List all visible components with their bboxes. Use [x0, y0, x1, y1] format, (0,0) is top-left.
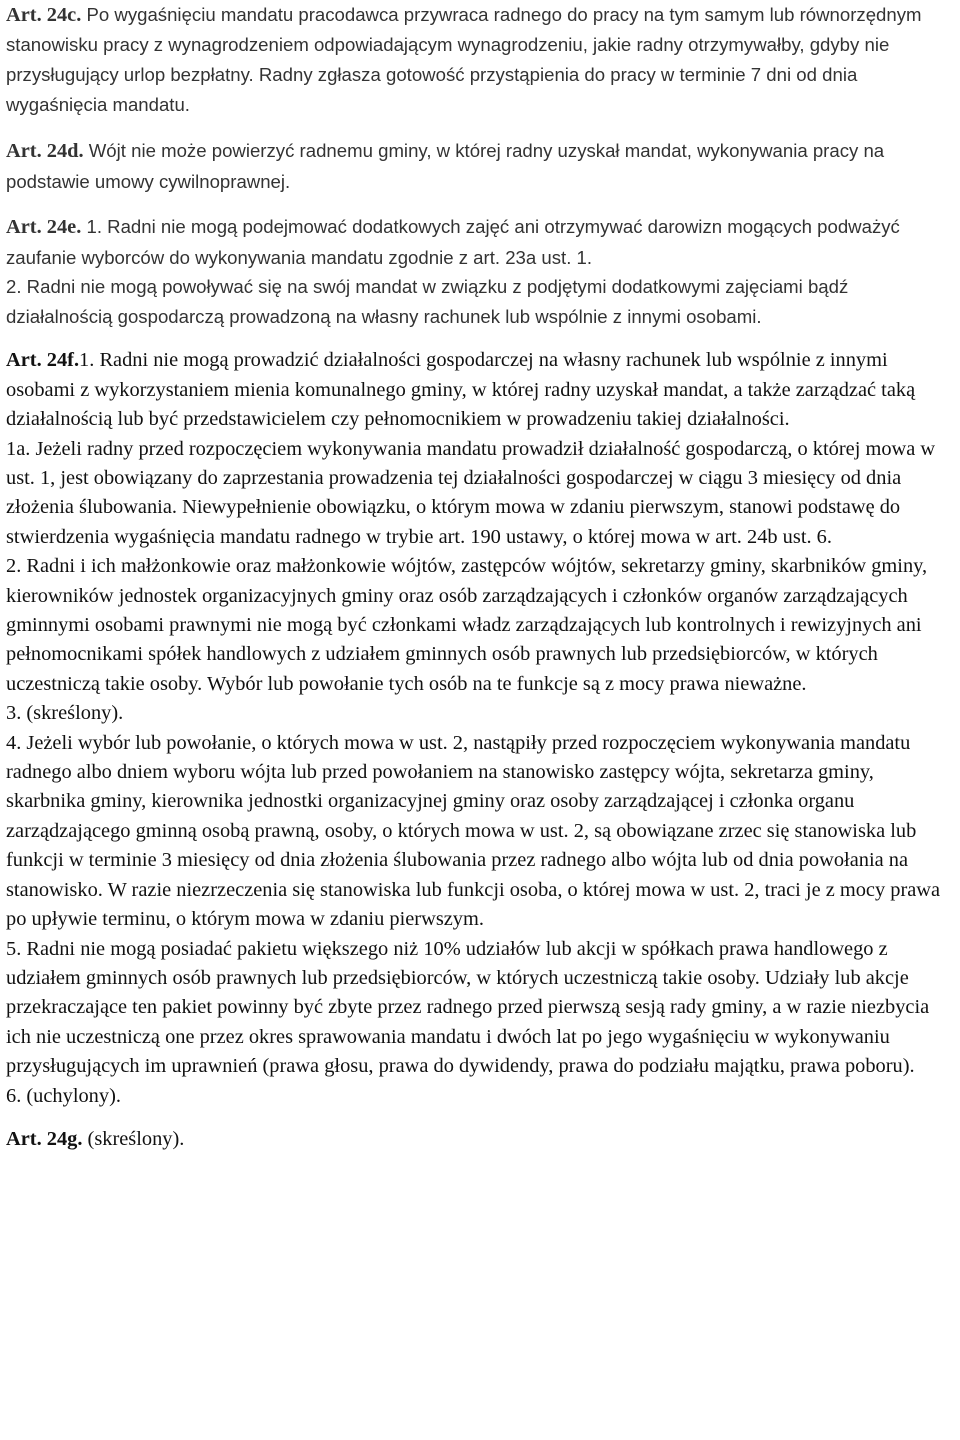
article-24d-text: Wójt nie może powierzyć radnemu gminy, w której radny uzyskał mandat, wykonywania pracy na podstawie umowy cywilnoprawnej.	[6, 140, 885, 192]
article-24e-paragraph-1: 1. Radni nie mogą podejmować dodatkowych zajęć ani otrzymywać darowizn mogących podważyć zaufanie wyborców do wykonywania mandatu zgodnie z art. 23a ust. 1.	[6, 216, 900, 268]
article-24c-text: Po wygaśnięciu mandatu pracodawca przywraca radnego do pracy na tym samym lub równorzędnym stanowisku pracy z wynagrodzeniem odpowiadającym wynagrodzeniu, jakie radny otrzymywałby, gdyby nie przysługujący urlop bezpłatny. Radny zgłasza gotowość przystąpienia do pracy w terminie 7 dni od dnia wygaśnięcia mandatu.	[6, 4, 922, 115]
article-24g-label: Art. 24g.	[6, 1127, 83, 1150]
article-24f-paragraph-1: 1. Radni nie mogą prowadzić działalności gospodarczej na własny rachunek lub wspólnie z innymi osobami z wykorzystaniem mienia komunalnego gminy, w której radny uzyskał mandat, a także zarządzać taką działalnością lub być przedstawicielem czy pełnomocnikiem w prowadzeniu takiej działalności.	[6, 349, 916, 431]
article-24f-paragraph-2: 2. Radni i ich małżonkowie oraz małżonkowie wójtów, zastępców wójtów, sekretarzy gminy, skarbników gminy, kierowników jednostek organizacyjnych gminy oraz osób zarządzających i członków organów zarządzających gminnymi osobami prawnymi nie mogą być członkami władz zarządzających lub kontrolnych i rewizyjnych ani pełnomocnikami spółek handlowych z udziałem gminnych osób prawnych lub przedsiębiorców, w których uczestniczą takie osoby. Wybór lub powołanie tych osób na te funkcje są z mocy prawa nieważne.	[6, 555, 928, 695]
article-24f-paragraph-5: 5. Radni nie mogą posiadać pakietu większego niż 10% udziałów lub akcji w spółkach prawa handlowego z udziałem gminnych osób prawnych lub przedsiębiorców, w których uczestniczą takie osoby. Udziały lub akcje przekraczające ten pakiet powinny być zbyte przez radnego przed pierwszą sesją rady gminy, a w razie niezbycia ich nie uczestniczą one przez okres sprawowania mandatu i dwóch lat po jego wygaśnięciu w wykonywaniu przysługujących im uprawnień (prawa głosu, prawa do dywidendy, prawa do podziału majątku, prawa poboru).	[6, 937, 930, 1078]
article-24c	[6, 0, 954, 119]
article-24d	[6, 136, 954, 196]
article-24f-label: Art. 24f.	[6, 349, 80, 372]
article-24g	[6, 1125, 954, 1154]
article-24d-label: Art. 24d.	[6, 140, 84, 163]
article-24f-paragraph-4: 4. Jeżeli wybór lub powołanie, o których mowa w ust. 2, nastąpiły przed rozpoczęciem wykonywania mandatu radnego albo dniem wyboru wójta lub przed powołaniem na stanowisko zastępcy wójta, sekretarza gminy, skarbnika gminy, kierownika jednostki organizacyjnej gminy oraz osoby zarządzającej i członka organu zarządzającego gminną osobą prawną, osoby, o których mowa w ust. 2, są obowiązane zrzec się stanowiska lub funkcji w terminie 3 miesięcy od dnia złożenia ślubowania przez radnego albo wójta lub od dnia powołania na stanowisko. W razie niezrzeczenia się stanowiska lub funkcji osoba, o której mowa w ust. 2, traci je z mocy prawa po upływie terminu, o którym mowa w zdaniu pierwszym.	[6, 731, 941, 931]
article-24f-paragraph-6: 6. (uchylony).	[6, 1084, 121, 1107]
article-24e-paragraph-2: 2. Radni nie mogą powoływać się na swój mandat w związku z podjętymi dodatkowymi zajęciami bądź działalnością gospodarczą prowadzoną na własny rachunek lub wspólnie z innymi osobami.	[6, 276, 849, 327]
article-24f-paragraph-3: 3. (skreślony).	[6, 702, 124, 725]
article-24e	[6, 212, 954, 272]
article-24e-label: Art. 24e.	[6, 216, 82, 239]
article-24g-text: (skreślony).	[82, 1127, 185, 1150]
article-24f-paragraph-1a: 1a. Jeżeli radny przed rozpoczęciem wykonywania mandatu prowadził działalność gospodarczą, o której mowa w ust. 1, jest obowiązany do zaprzestania prowadzenia tej działalności gospodarczej w ciągu 3 miesięcy od dnia złożenia ślubowania. Niewypełnienie obowiązku, o którym mowa w zdaniu pierwszym, stanowi podstawę do stwierdzenia wygaśnięcia mandatu radnego w trybie art. 190 ustawy, o której mowa w art. 24b ust. 6.	[6, 437, 936, 548]
article-24f	[6, 346, 954, 434]
article-24c-label: Art. 24c.	[6, 4, 82, 26]
